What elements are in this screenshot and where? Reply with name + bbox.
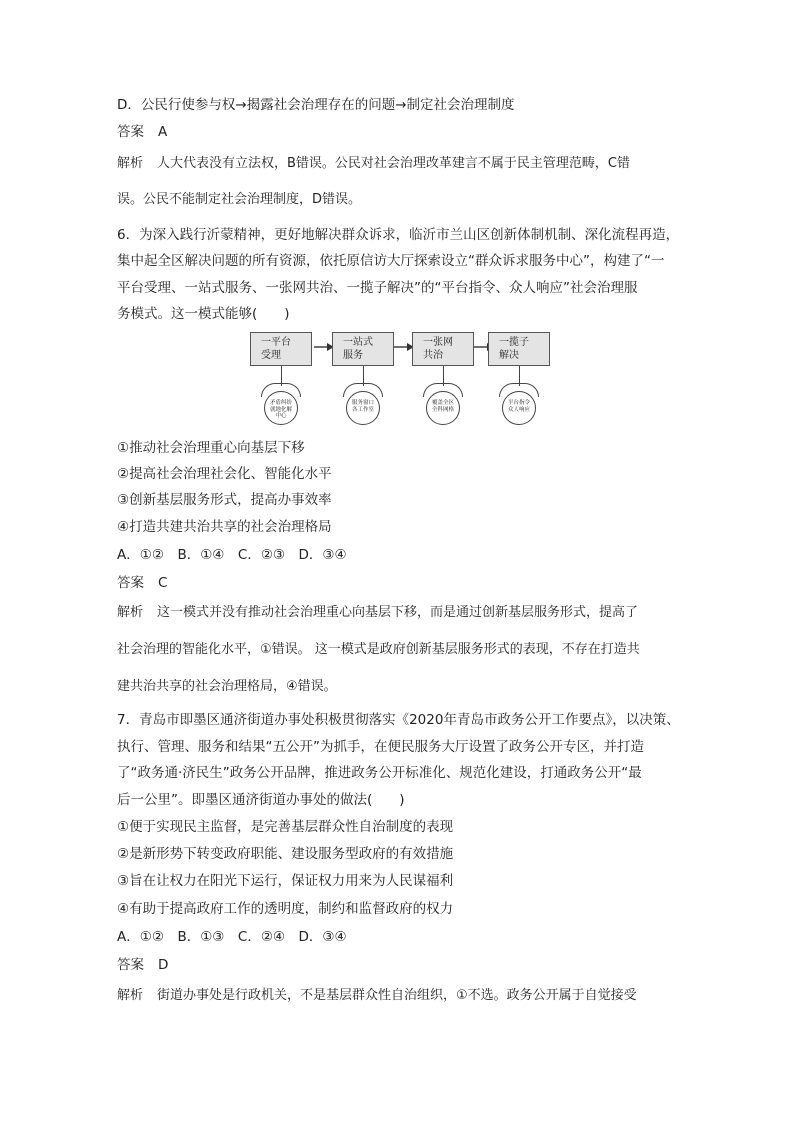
question-6-option-2: ②提高社会治理社会化、智能化水平 [117,466,332,482]
flow-circle-2 [346,391,380,425]
flow-box-2 [332,332,394,366]
circle-4-line-1: 平台指令 [507,400,530,406]
answer-label: 答案 [117,575,144,591]
flow-box-1-line-1: 一平台 [261,337,291,348]
answer-5 [117,123,167,141]
question-7-line-2: 执行、管理、服务和结果“五公开”为抓手，在便民服务大厅设置了政务公开专区，并打造 [117,739,644,755]
flow-box-3-line-2: 共治 [423,350,443,361]
question-6-line-2: 集中起全区解决问题的所有资源，依托原信访大厅探索设立“群众诉求服务中心”，构建了“一 [117,253,665,269]
explanation-6-line-1 [117,604,638,622]
flow-circle-1 [264,391,298,425]
question-6-line-3: 平台受理、一站式服务、一张网共治、一揽子解决”的“平台指令、众人响应”社会治理服 [117,280,638,296]
option-d: D．公民行使参与权→揭露社会治理存在的问题→制定社会治理制度 [117,97,515,113]
flow-box-2-line-1: 一站式 [343,337,373,348]
flow-box-4 [488,332,550,366]
circle-1-line-3: 中心 [275,413,287,419]
circle-1-line-2: 就地化解 [269,406,292,413]
explanation-label: 解析 [117,605,144,620]
question-6-option-3: ③创新基层服务形式，提高办事效率 [117,492,332,508]
explanation-text: 这一模式并没有推动社会治理重心向基层下移，而是通过创新基层服务形式，提高了 [157,605,639,620]
circle-1-line-1: 矛盾纠纷 [269,400,292,406]
explanation-7-line-1 [117,987,637,1005]
flow-box-1-line-2: 受理 [261,350,281,361]
question-7-option-1: ①便于实现民主监督，是完善基层群众性自治制度的表现 [117,819,454,835]
circle-3-line-1: 覆盖全区 [431,400,454,406]
explanation-text: 街道办事处是行政机关，不是基层群众性自治组织，①不选。政务公开属于自觉接受 [157,988,637,1003]
question-6-choices: A．①② B．①④ C．②③ D．③④ [117,547,347,563]
question-6-option-1: ①推动社会治理重心向基层下移 [117,440,305,456]
answer-6 [117,574,167,592]
explanation-6-line-3: 建共治共享的社会治理格局，④错误。 [117,679,337,694]
question-7-line-3: 了“政务通·济民生”政务公开品牌，推进政务公开标准化、规范化建设，打通政务公开“最 [117,765,642,781]
answer-value: A [158,124,168,140]
question-6-line-1: 6．为深入践行沂蒙精神，更好地解决群众诉求，临沂市兰山区创新体制机制、深化流程再造， [117,227,680,243]
flow-circle-3 [426,391,460,425]
answer-7 [117,956,168,974]
arrow-icon [314,342,334,352]
question-7-choices: A．①② B．①③ C．②④ D．③④ [117,929,347,945]
arrow-icon [394,342,414,352]
flow-box-1 [250,332,312,366]
flow-box-4-line-1: 一揽子 [499,337,529,348]
flow-box-4-line-2: 解决 [499,350,519,361]
answer-value: C [158,575,168,591]
explanation-5-line-1 [117,155,630,173]
circle-2-line-1: 服务窗口 [351,400,374,406]
flow-box-3 [412,332,474,366]
question-7-line-1: 7．青岛市即墨区通济街道办事处积极贯彻落实《2020年青岛市政务公开工作要点》，以决策、 [117,712,680,728]
explanation-text: 人大代表没有立法权，B错误。公民对社会治理改革建言不属于民主管理范畴，C错 [157,156,631,171]
question-7-option-3: ③旨在让权力在阳光下运行，保证权力用来为人民谋福利 [117,873,454,889]
question-7-option-4: ④有助于提高政府工作的透明度，制约和监督政府的权力 [117,901,454,917]
answer-value: D [158,957,169,973]
answer-label: 答案 [117,124,144,140]
circle-3-line-2: 全科网格 [431,406,454,413]
question-6-option-4: ④打造共建共治共享的社会治理格局 [117,519,332,535]
explanation-6-line-2: 社会治理的智能化水平，①错误。 这一模式是政府创新基层服务形式的表现，不存在打造共 [117,642,640,657]
explanation-label: 解析 [117,156,144,171]
explanation-label: 解析 [117,988,144,1003]
answer-label: 答案 [117,957,144,973]
flow-box-2-line-2: 服务 [343,350,363,361]
question-7-option-2: ②是新形势下转变政府职能、建设服务型政府的有效措施 [117,846,454,862]
question-7-line-4: 后一公里”。即墨区通济街道办事处的做法( ) [117,792,405,808]
explanation-5-line-2: 误。公民不能制定社会治理制度，D错误。 [117,192,362,207]
flow-circle-4 [502,391,536,425]
flow-diagram [248,330,558,426]
circle-2-line-2: 各工作室 [351,406,374,413]
flow-box-3-line-1: 一张网 [423,337,453,348]
circle-4-line-2: 众人响应 [507,406,530,413]
question-6-line-4: 务模式。这一模式能够( ) [117,306,290,322]
